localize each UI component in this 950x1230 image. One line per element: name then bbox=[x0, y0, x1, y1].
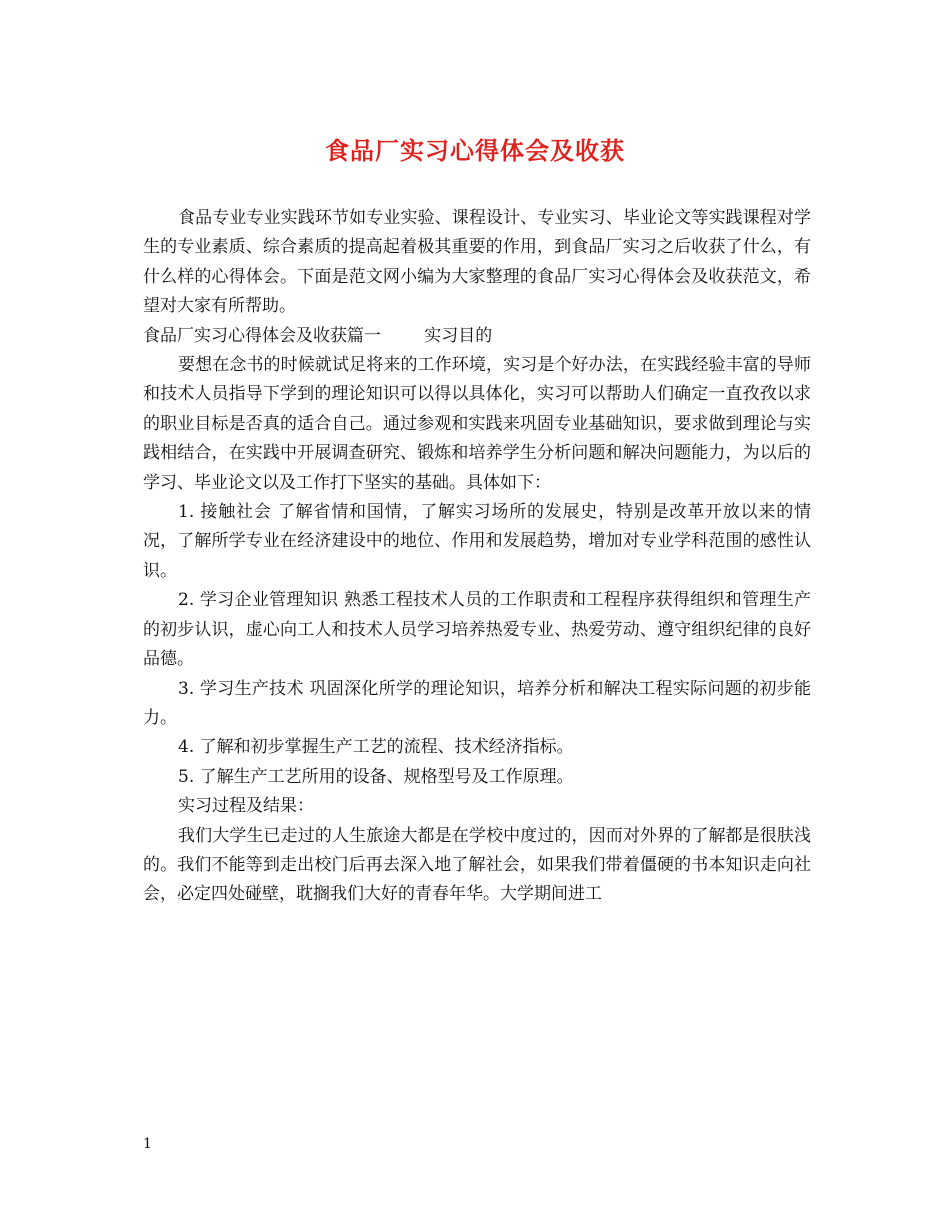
process-paragraph: 我们大学生已走过的人生旅途大都是在学校中度过的，因而对外界的了解都是很肤浅的。我们不能等到走出校门后再去深入地了解社会，如果我们带着僵硬的书本知识走向社会，必定四处碰壁，耽搁我们大好的青春年华。大学期间进工 bbox=[143, 825, 811, 905]
section-heading: 食品厂实习心得体会及收获篇一 实习目的 bbox=[143, 325, 493, 346]
list-item: 4. 了解和初步掌握生产工艺的流程、技术经济指标。 bbox=[178, 737, 574, 758]
list-item: 3. 学习生产技术 巩固深化所学的理论知识，培养分析和解决工程实际问题的初步能力。 bbox=[143, 678, 811, 728]
intro-paragraph: 食品专业专业实践环节如专业实验、课程设计、专业实习、毕业论文等实践课程对学生的专业素质、综合素质的提高起着极其重要的作用，到食品厂实习之后收获了什么，有什么样的心得体会。下面是范文网小编为大家整理的食品厂实习心得体会及收获范文，希望对大家有所帮助。 bbox=[143, 208, 811, 317]
process-heading: 实习过程及结果： bbox=[178, 796, 314, 817]
purpose-paragraph: 要想在念书的时候就试足将来的工作环境，实习是个好办法，在实践经验丰富的导师和技术人员指导下学到的理论知识可以得以具体化，实习可以帮助人们确定一直孜孜以求的职业目标是否真的适合自己。通过参观和实践来巩固专业基础知识，要求做到理论与实践相结合，在实践中开展调查研究、锻炼和培养学生分析问题和解决问题能力，为以后的学习、毕业论文以及工作打下坚实的基础。具体如下： bbox=[143, 355, 811, 493]
list-item: 1. 接触社会 了解省情和国情，了解实习场所的发展史，特别是改革开放以来的情况，了解所学专业在经济建设中的地位、作用和发展趋势，增加对专业学科范围的感性认识。 bbox=[143, 502, 811, 581]
document-body bbox=[143, 204, 811, 910]
list-item: 2. 学习企业管理知识 熟悉工程技术人员的工作职责和工程程序获得组织和管理生产的初步认识，虚心向工人和技术人员学习培养热爱专业、热爱劳动、遵守组织纪律的良好品德。 bbox=[143, 590, 811, 670]
page-number: 1 bbox=[143, 1136, 152, 1152]
list-item: 5. 了解生产工艺所用的设备、规格型号及工作原理。 bbox=[178, 766, 574, 787]
document-title: 食品厂实习心得体会及收获 bbox=[325, 136, 625, 165]
